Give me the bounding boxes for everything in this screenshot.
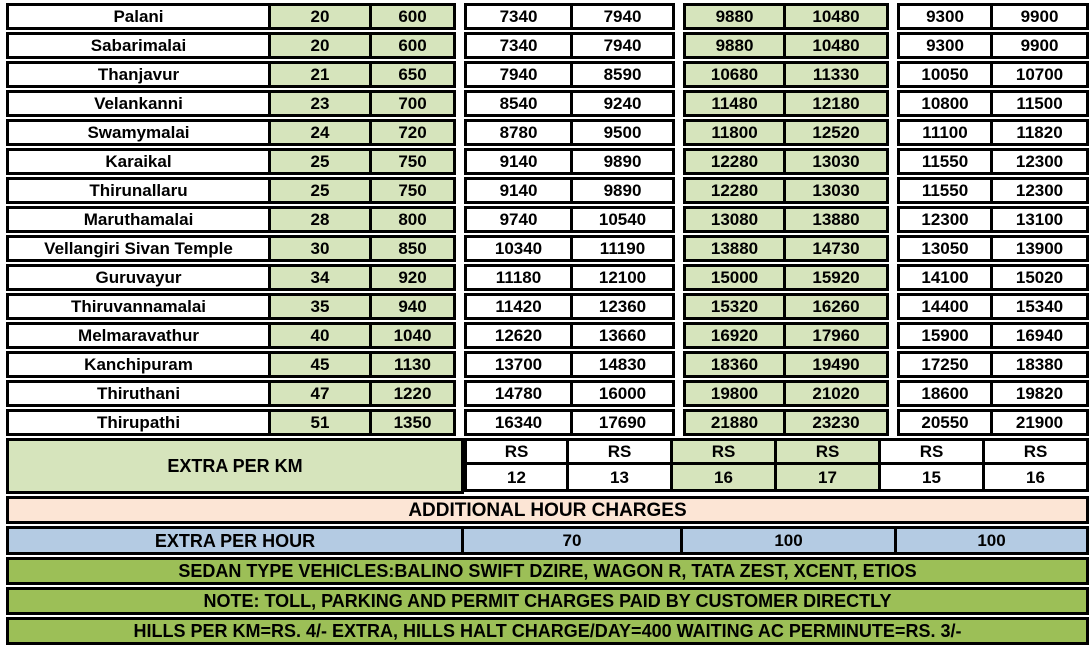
rate-cell: 18380 — [993, 351, 1089, 378]
rate-cell: 9900 — [993, 3, 1089, 30]
column-group — [683, 61, 889, 88]
rs-unit-cell: RS — [985, 438, 1089, 465]
rate-cell: 15020 — [993, 264, 1089, 291]
rate-cell: 23 — [271, 90, 372, 117]
column-group — [6, 177, 456, 204]
rate-cell: 12100 — [573, 264, 675, 291]
rs-unit-row — [464, 438, 1089, 465]
table-row — [6, 264, 1089, 291]
column-group — [897, 322, 1089, 349]
rate-cell: 16920 — [683, 322, 786, 349]
rate-cell: 7940 — [464, 61, 573, 88]
column-group — [464, 409, 675, 436]
rate-cell: 15900 — [897, 322, 993, 349]
destination-cell: Guruvayur — [6, 264, 271, 291]
destination-cell: Sabarimalai — [6, 32, 271, 59]
destination-cell: Thiruthani — [6, 380, 271, 407]
rate-cell: 24 — [271, 119, 372, 146]
per-km-rate-cell: 16 — [985, 465, 1089, 492]
rate-cell: 7940 — [573, 3, 675, 30]
column-group — [897, 61, 1089, 88]
rate-cell: 13880 — [683, 235, 786, 262]
rate-cell: 21 — [271, 61, 372, 88]
rate-cell: 9140 — [464, 148, 573, 175]
destination-cell: Swamymalai — [6, 119, 271, 146]
column-group — [464, 32, 675, 59]
rate-cell: 16940 — [993, 322, 1089, 349]
rate-cell: 1220 — [372, 380, 456, 407]
rate-cell: 7340 — [464, 32, 573, 59]
rate-cell: 18360 — [683, 351, 786, 378]
table-row — [6, 409, 1089, 436]
rate-cell: 10340 — [464, 235, 573, 262]
rate-cell: 8590 — [573, 61, 675, 88]
column-group — [683, 409, 889, 436]
column-group — [897, 32, 1089, 59]
rate-cell: 13080 — [683, 206, 786, 233]
rs-unit-cell: RS — [464, 438, 569, 465]
column-group — [683, 264, 889, 291]
column-group — [464, 206, 675, 233]
column-group — [683, 322, 889, 349]
rate-cell: 13880 — [786, 206, 889, 233]
rate-cell: 16260 — [786, 293, 889, 320]
column-group — [683, 206, 889, 233]
column-group — [683, 148, 889, 175]
rate-cell: 9890 — [573, 148, 675, 175]
rate-cell: 14780 — [464, 380, 573, 407]
rate-cell: 51 — [271, 409, 372, 436]
rate-cell: 12360 — [573, 293, 675, 320]
destination-cell: Palani — [6, 3, 271, 30]
rate-cell: 12280 — [683, 177, 786, 204]
note-row — [6, 587, 1089, 615]
column-group — [897, 148, 1089, 175]
table-row — [6, 32, 1089, 59]
rate-cell: 720 — [372, 119, 456, 146]
extra-per-km-label: EXTRA PER KM — [6, 438, 464, 494]
per-km-rate-cell: 12 — [464, 465, 569, 492]
column-group — [6, 3, 456, 30]
rate-cell: 9500 — [573, 119, 675, 146]
table-row — [6, 3, 1089, 30]
rate-cell: 34 — [271, 264, 372, 291]
column-group — [464, 322, 675, 349]
column-group — [6, 351, 456, 378]
destination-rate-rows — [6, 3, 1089, 436]
rate-cell: 16000 — [573, 380, 675, 407]
destination-cell: Velankanni — [6, 90, 271, 117]
rate-cell: 11500 — [993, 90, 1089, 117]
rate-cell: 1130 — [372, 351, 456, 378]
table-row — [6, 61, 1089, 88]
rate-cell: 850 — [372, 235, 456, 262]
rate-cell: 40 — [271, 322, 372, 349]
rs-unit-cell: RS — [673, 438, 777, 465]
column-group — [6, 206, 456, 233]
rate-cell: 18600 — [897, 380, 993, 407]
column-group — [897, 235, 1089, 262]
table-row — [6, 119, 1089, 146]
tariff-table — [6, 3, 1089, 645]
rate-cell: 12620 — [464, 322, 573, 349]
column-group — [464, 119, 675, 146]
rate-cell: 920 — [372, 264, 456, 291]
table-row — [6, 177, 1089, 204]
rate-cell: 14400 — [897, 293, 993, 320]
per-km-rate-cell: 13 — [569, 465, 673, 492]
destination-cell: Melmaravathur — [6, 322, 271, 349]
destination-cell: Vellangiri Sivan Temple — [6, 235, 271, 262]
additional-hour-charges-row — [6, 496, 1089, 524]
rs-unit-cell: RS — [881, 438, 985, 465]
rate-cell: 7940 — [573, 32, 675, 59]
rate-cell: 15000 — [683, 264, 786, 291]
rate-cell: 13100 — [993, 206, 1089, 233]
column-group — [6, 119, 456, 146]
rate-cell: 11180 — [464, 264, 573, 291]
rate-cell: 700 — [372, 90, 456, 117]
rate-cell: 11420 — [464, 293, 573, 320]
rate-cell: 10700 — [993, 61, 1089, 88]
table-row — [6, 293, 1089, 320]
rs-unit-cell: RS — [777, 438, 881, 465]
rate-cell: 12180 — [786, 90, 889, 117]
rate-cell: 14730 — [786, 235, 889, 262]
destination-cell: Maruthamalai — [6, 206, 271, 233]
per-km-rate-cell: 15 — [881, 465, 985, 492]
rate-cell: 47 — [271, 380, 372, 407]
rate-cell: 35 — [271, 293, 372, 320]
rate-cell: 21880 — [683, 409, 786, 436]
column-group — [897, 293, 1089, 320]
rate-cell: 13050 — [897, 235, 993, 262]
column-group — [897, 177, 1089, 204]
extra-per-hour-row — [6, 526, 1089, 555]
rate-cell: 12300 — [993, 148, 1089, 175]
rate-cell: 11550 — [897, 177, 993, 204]
rate-cell: 10480 — [786, 32, 889, 59]
destination-cell: Kanchipuram — [6, 351, 271, 378]
extra-per-hour-value-suv: 100 — [683, 526, 897, 555]
rate-cell: 12280 — [683, 148, 786, 175]
rate-cell: 11550 — [897, 148, 993, 175]
column-group — [897, 119, 1089, 146]
column-group — [897, 409, 1089, 436]
rate-cell: 13660 — [573, 322, 675, 349]
rate-cell: 1040 — [372, 322, 456, 349]
column-group — [6, 148, 456, 175]
column-group — [897, 206, 1089, 233]
column-group — [897, 380, 1089, 407]
extra-per-hour-value-premium: 100 — [897, 526, 1089, 555]
table-row — [6, 148, 1089, 175]
rate-cell: 750 — [372, 148, 456, 175]
rate-cell: 9880 — [683, 32, 786, 59]
rate-cell: 750 — [372, 177, 456, 204]
note-banner: NOTE: TOLL, PARKING AND PERMIT CHARGES PAID BY CUSTOMER DIRECTLY — [6, 587, 1089, 615]
rate-cell: 20 — [271, 3, 372, 30]
column-group — [464, 61, 675, 88]
rate-cell: 30 — [271, 235, 372, 262]
rate-cell: 600 — [372, 32, 456, 59]
column-group — [464, 148, 675, 175]
per-km-rate-row — [464, 465, 1089, 492]
rate-cell: 15320 — [683, 293, 786, 320]
rate-cell: 9300 — [897, 3, 993, 30]
rate-cell: 14100 — [897, 264, 993, 291]
column-group — [683, 177, 889, 204]
rate-cell: 13900 — [993, 235, 1089, 262]
rate-cell: 17690 — [573, 409, 675, 436]
column-group — [6, 380, 456, 407]
rate-cell: 19820 — [993, 380, 1089, 407]
table-row — [6, 380, 1089, 407]
extra-per-km-values — [464, 438, 1089, 494]
extra-per-hour-label: EXTRA PER HOUR — [6, 526, 464, 555]
column-group — [464, 177, 675, 204]
column-group — [897, 351, 1089, 378]
rs-unit-cell: RS — [569, 438, 673, 465]
table-row — [6, 206, 1089, 233]
rate-cell: 9240 — [573, 90, 675, 117]
table-row — [6, 235, 1089, 262]
column-group — [464, 3, 675, 30]
rate-cell: 28 — [271, 206, 372, 233]
column-group — [464, 351, 675, 378]
rate-cell: 20550 — [897, 409, 993, 436]
rate-cell: 10800 — [897, 90, 993, 117]
column-group — [6, 32, 456, 59]
rate-cell: 9900 — [993, 32, 1089, 59]
rate-cell: 10540 — [573, 206, 675, 233]
column-group — [6, 293, 456, 320]
rate-cell: 13030 — [786, 177, 889, 204]
rate-cell: 17960 — [786, 322, 889, 349]
rate-cell: 15920 — [786, 264, 889, 291]
column-group — [6, 90, 456, 117]
rate-cell: 800 — [372, 206, 456, 233]
rate-cell: 17250 — [897, 351, 993, 378]
column-group — [683, 235, 889, 262]
extra-per-hour-value-sedan: 70 — [464, 526, 683, 555]
column-group — [464, 380, 675, 407]
destination-cell: Thirupathi — [6, 409, 271, 436]
rate-cell: 19800 — [683, 380, 786, 407]
column-group — [683, 32, 889, 59]
rate-cell: 12300 — [897, 206, 993, 233]
rate-cell: 11330 — [786, 61, 889, 88]
column-group — [464, 264, 675, 291]
hills-row — [6, 617, 1089, 645]
column-group — [6, 322, 456, 349]
rate-cell: 10050 — [897, 61, 993, 88]
per-km-rate-cell: 16 — [673, 465, 777, 492]
rate-cell: 9740 — [464, 206, 573, 233]
column-group — [464, 293, 675, 320]
additional-hour-charges-banner: ADDITIONAL HOUR CHARGES — [6, 496, 1089, 524]
rate-cell: 10480 — [786, 3, 889, 30]
rate-cell: 11800 — [683, 119, 786, 146]
hills-charges-banner: HILLS PER KM=RS. 4/- EXTRA, HILLS HALT CHARGE/DAY=400 WAITING AC PERMINUTE=RS. 3/- — [6, 617, 1089, 645]
rate-cell: 1350 — [372, 409, 456, 436]
rate-cell: 23230 — [786, 409, 889, 436]
rate-cell: 16340 — [464, 409, 573, 436]
rate-cell: 15340 — [993, 293, 1089, 320]
column-group — [897, 3, 1089, 30]
rate-cell: 9890 — [573, 177, 675, 204]
rate-cell: 11480 — [683, 90, 786, 117]
column-group — [6, 235, 456, 262]
rate-cell: 45 — [271, 351, 372, 378]
rate-cell: 11820 — [993, 119, 1089, 146]
column-group — [464, 235, 675, 262]
column-group — [6, 61, 456, 88]
rate-cell: 9140 — [464, 177, 573, 204]
column-group — [464, 90, 675, 117]
column-group — [683, 380, 889, 407]
rate-cell: 9300 — [897, 32, 993, 59]
rate-cell: 12520 — [786, 119, 889, 146]
rate-cell: 20 — [271, 32, 372, 59]
rate-cell: 9880 — [683, 3, 786, 30]
rate-cell: 19490 — [786, 351, 889, 378]
rate-cell: 13030 — [786, 148, 889, 175]
table-row — [6, 351, 1089, 378]
column-group — [897, 264, 1089, 291]
rate-cell: 7340 — [464, 3, 573, 30]
column-group — [6, 264, 456, 291]
table-row — [6, 90, 1089, 117]
rate-cell: 600 — [372, 3, 456, 30]
rate-cell: 11190 — [573, 235, 675, 262]
rate-cell: 25 — [271, 177, 372, 204]
table-row — [6, 322, 1089, 349]
destination-cell: Thiruvannamalai — [6, 293, 271, 320]
column-group — [897, 90, 1089, 117]
destination-cell: Thirunallaru — [6, 177, 271, 204]
rate-cell: 13700 — [464, 351, 573, 378]
rate-cell: 12300 — [993, 177, 1089, 204]
rate-cell: 14830 — [573, 351, 675, 378]
destination-cell: Karaikal — [6, 148, 271, 175]
rate-cell: 21020 — [786, 380, 889, 407]
column-group — [683, 351, 889, 378]
rate-cell: 21900 — [993, 409, 1089, 436]
destination-cell: Thanjavur — [6, 61, 271, 88]
column-group — [6, 409, 456, 436]
rate-cell: 650 — [372, 61, 456, 88]
rate-cell: 10680 — [683, 61, 786, 88]
rate-cell: 940 — [372, 293, 456, 320]
column-group — [683, 90, 889, 117]
per-km-rate-cell: 17 — [777, 465, 881, 492]
rate-cell: 8540 — [464, 90, 573, 117]
rate-cell: 8780 — [464, 119, 573, 146]
column-group — [683, 119, 889, 146]
rate-cell: 25 — [271, 148, 372, 175]
column-group — [683, 3, 889, 30]
column-group — [683, 293, 889, 320]
sedan-vehicles-row — [6, 557, 1089, 585]
extra-per-km-section — [6, 438, 1089, 494]
rate-cell: 11100 — [897, 119, 993, 146]
sedan-vehicles-banner: SEDAN TYPE VEHICLES:BALINO SWIFT DZIRE, WAGON R, TATA ZEST, XCENT, ETIOS — [6, 557, 1089, 585]
